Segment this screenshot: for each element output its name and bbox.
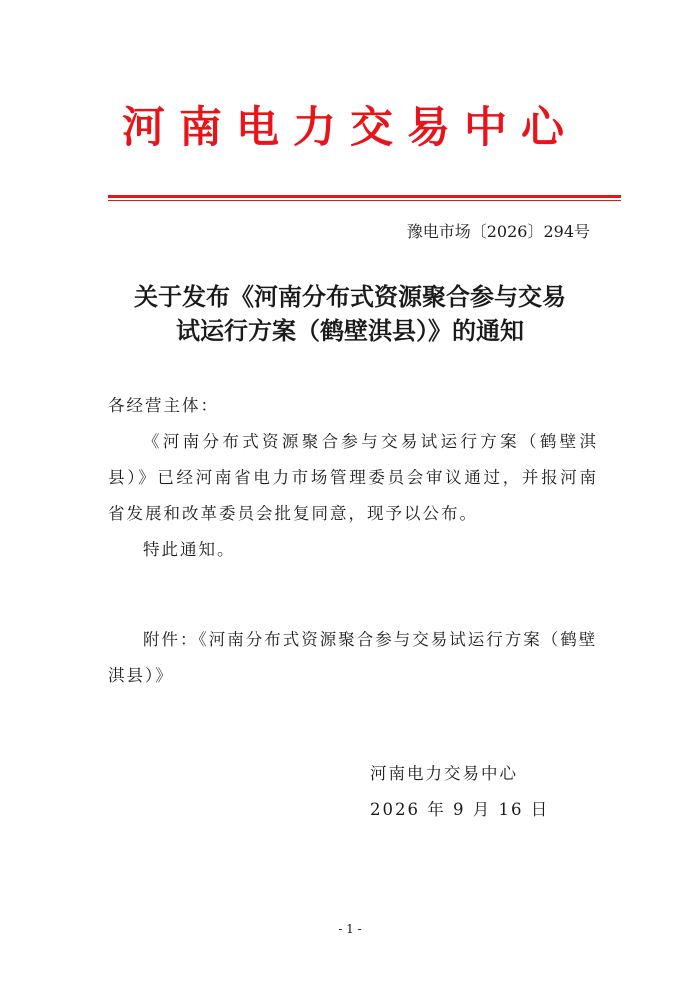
body-paragraph: 《河南分布式资源聚合参与交易试运行方案（鹤壁淇县）》已经河南省电力市场管理委员会审议通过，并报河南省发展和改革委员会批复同意，现予以公布。 <box>108 432 598 523</box>
attachment-line: 附件：《河南分布式资源聚合参与交易试运行方案（鹤壁淇县）》 <box>108 630 598 685</box>
closing-text: 特此通知。 <box>143 540 236 559</box>
header-red-rule <box>108 195 621 198</box>
header-red-rule-thin <box>108 200 621 201</box>
closing-line <box>108 532 598 568</box>
title-line-2: 试运行方案（鹤壁淇县）》的通知 <box>176 316 524 345</box>
salutation: 各经营主体： <box>108 396 219 415</box>
signer-date: 2026 年 9 月 16 日 <box>370 800 550 819</box>
signer-organization: 河南电力交易中心 <box>370 764 518 783</box>
document-title <box>100 280 600 348</box>
page-number: - 1 - <box>338 922 362 936</box>
organization-header: 河南电力交易中心 <box>122 103 578 153</box>
document-number: 豫电市场〔2026〕294号 <box>406 222 590 241</box>
title-line-1: 关于发布《河南分布式资源聚合参与交易 <box>134 282 566 311</box>
